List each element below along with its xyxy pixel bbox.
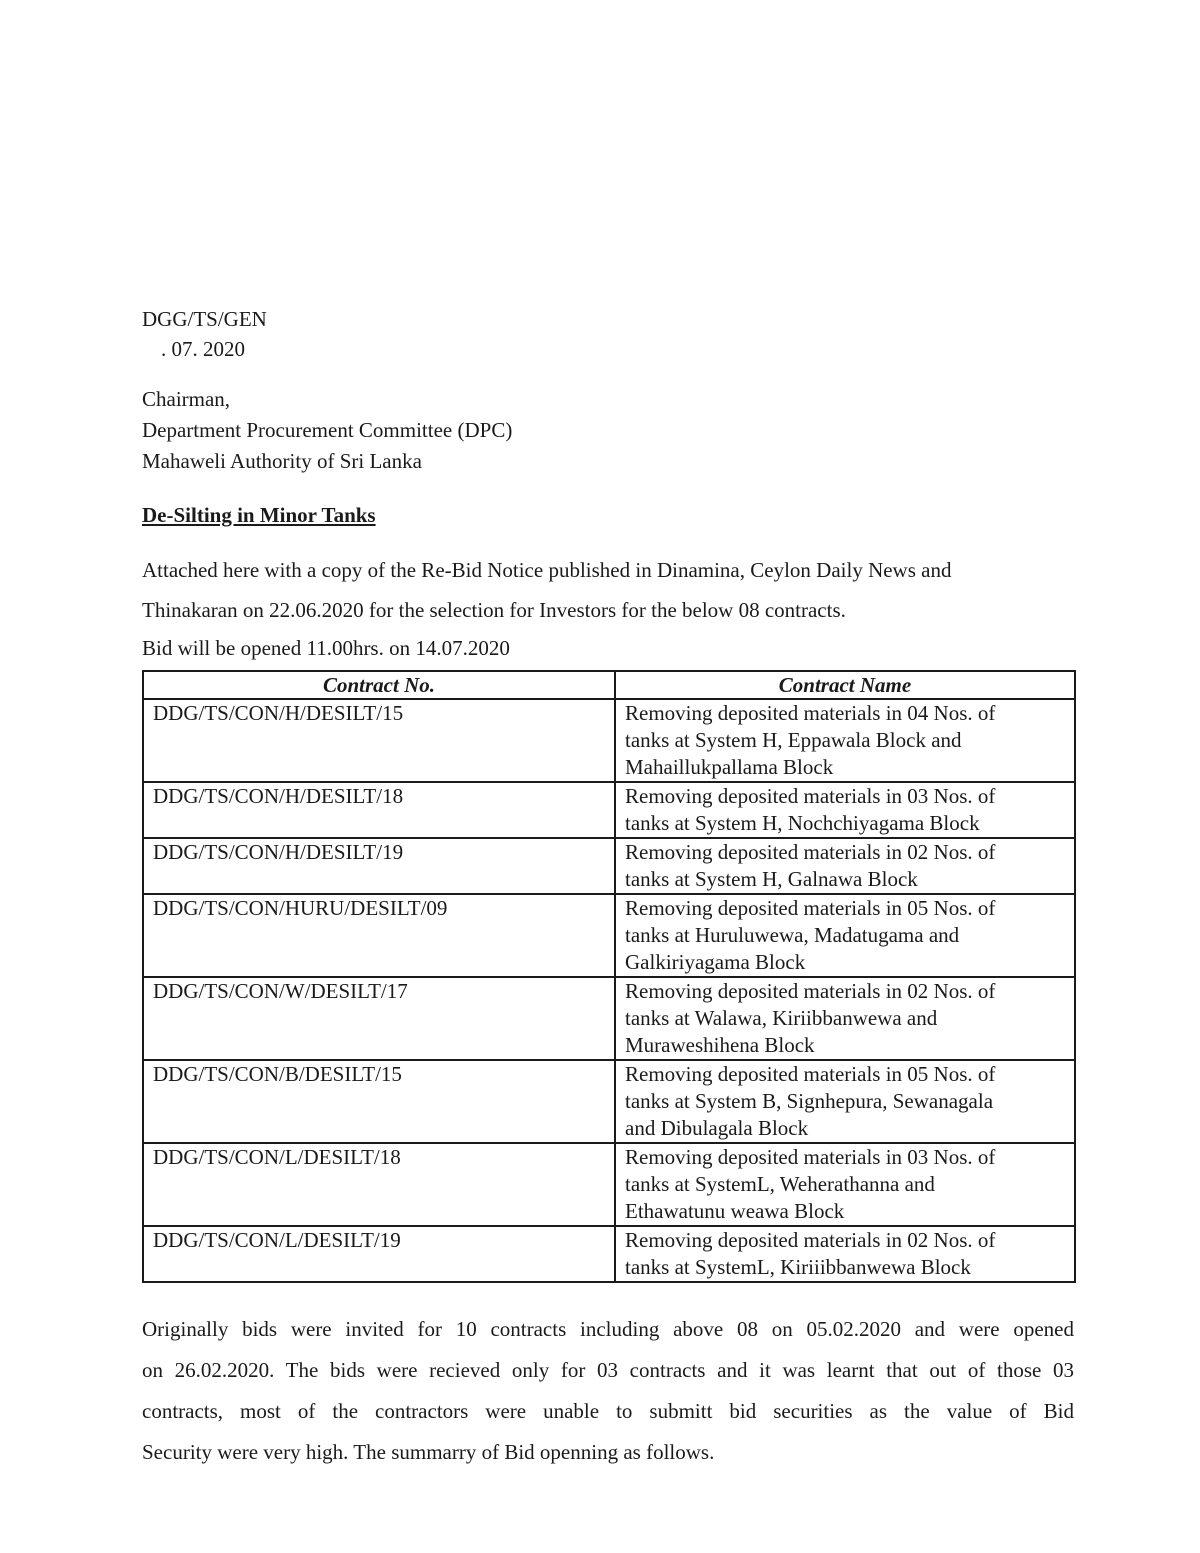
table-row [143, 977, 1075, 1060]
contract-no-cell: DDG/TS/CON/L/DESILT/19 [143, 1226, 615, 1282]
addressee-title: Chairman, [142, 387, 231, 411]
contract-name-line: Mahaillukpallama Block [625, 755, 834, 779]
contract-name-line: tanks at System B, Signhepura, Sewanagala [625, 1089, 994, 1113]
letter-date: . 07. 2020 [161, 337, 245, 361]
contract-no-cell: DDG/TS/CON/W/DESILT/17 [143, 977, 615, 1060]
contract-name-line: Removing deposited materials in 04 Nos. of [625, 701, 996, 725]
table-row [143, 699, 1075, 782]
contract-name-line: tanks at System H, Nochchiyagama Block [625, 811, 980, 835]
contract-name-line: tanks at System H, Eppawala Block and [625, 728, 962, 752]
table-row [143, 894, 1075, 977]
contract-name-line: Removing deposited materials in 05 Nos. of [625, 1062, 996, 1086]
contract-no-cell: DDG/TS/CON/H/DESILT/18 [143, 782, 615, 838]
contract-name-line: Galkiriyagama Block [625, 950, 806, 974]
contracts-table [142, 670, 1076, 1283]
bid-opening-line: Bid will be opened 11.00hrs. on 14.07.2020 [142, 636, 510, 660]
addressee-organization: Mahaweli Authority of Sri Lanka [142, 449, 422, 473]
contract-name-line: Removing deposited materials in 03 Nos. of [625, 784, 996, 808]
contract-name-cell [615, 894, 1075, 977]
contract-name-line: Muraweshihena Block [625, 1033, 815, 1057]
intro-line-2: Thinakaran on 22.06.2020 for the selection for Investors for the below 08 contracts. [142, 598, 846, 622]
contract-name-line: Ethawatunu weawa Block [625, 1199, 845, 1223]
contract-name-cell [615, 699, 1075, 782]
contract-name-cell [615, 1060, 1075, 1143]
contract-name-line: tanks at System H, Galnawa Block [625, 867, 918, 891]
contract-name-cell [615, 977, 1075, 1060]
contract-no-cell: DDG/TS/CON/L/DESILT/18 [143, 1143, 615, 1226]
contract-name-line: Removing deposited materials in 02 Nos. of [625, 840, 996, 864]
contract-no-cell: DDG/TS/CON/HURU/DESILT/09 [143, 894, 615, 977]
table-header-row [143, 671, 1075, 699]
table-row [143, 1060, 1075, 1143]
subject-heading: De-Silting in Minor Tanks [142, 503, 376, 527]
reference-number: DGG/TS/GEN [142, 307, 267, 331]
closing-line-3: contracts, most of the contractors were unable to submitt bid securities as the value of Bid [142, 1399, 1074, 1423]
table-row [143, 782, 1075, 838]
contract-name-line: Removing deposited materials in 02 Nos. of [625, 1228, 996, 1252]
addressee-block [142, 384, 1074, 477]
intro-paragraph [142, 550, 1074, 666]
header-contract-name: Contract Name [615, 671, 1075, 699]
contract-no-cell: DDG/TS/CON/H/DESILT/15 [143, 699, 615, 782]
closing-line-2: on 26.02.2020. The bids were recieved only for 03 contracts and it was learnt that out of those 03 [142, 1358, 1074, 1382]
contract-name-line: tanks at Walawa, Kiriibbanwewa and [625, 1006, 938, 1030]
contract-name-line: Removing deposited materials in 02 Nos. of [625, 979, 996, 1003]
contract-name-cell [615, 1226, 1075, 1282]
contract-name-cell [615, 782, 1075, 838]
table-row [143, 838, 1075, 894]
contract-no-cell: DDG/TS/CON/B/DESILT/15 [143, 1060, 615, 1143]
letter-page [142, 304, 1074, 1473]
contract-name-cell [615, 1143, 1075, 1226]
contract-no-cell: DDG/TS/CON/H/DESILT/19 [143, 838, 615, 894]
contract-name-line: tanks at SystemL, Weherathanna and [625, 1172, 935, 1196]
closing-line-4: Security were very high. The summarry of Bid openning as follows. [142, 1440, 715, 1464]
addressee-committee: Department Procurement Committee (DPC) [142, 418, 513, 442]
contract-name-line: and Dibulagala Block [625, 1116, 809, 1140]
table-row [143, 1143, 1075, 1226]
table-row [143, 1226, 1075, 1282]
contract-name-line: tanks at SystemL, Kiriiibbanwewa Block [625, 1255, 971, 1279]
header-contract-no: Contract No. [143, 671, 615, 699]
contract-name-line: Removing deposited materials in 05 Nos. of [625, 896, 996, 920]
contract-name-line: tanks at Huruluwewa, Madatugama and [625, 923, 960, 947]
intro-line-1: Attached here with a copy of the Re-Bid Notice published in Dinamina, Ceylon Daily News and [142, 558, 952, 582]
closing-paragraph [142, 1309, 1074, 1473]
contract-name-line: Removing deposited materials in 03 Nos. of [625, 1145, 996, 1169]
contract-name-cell [615, 838, 1075, 894]
closing-line-1: Originally bids were invited for 10 contracts including above 08 on 05.02.2020 and were opened [142, 1317, 1074, 1341]
